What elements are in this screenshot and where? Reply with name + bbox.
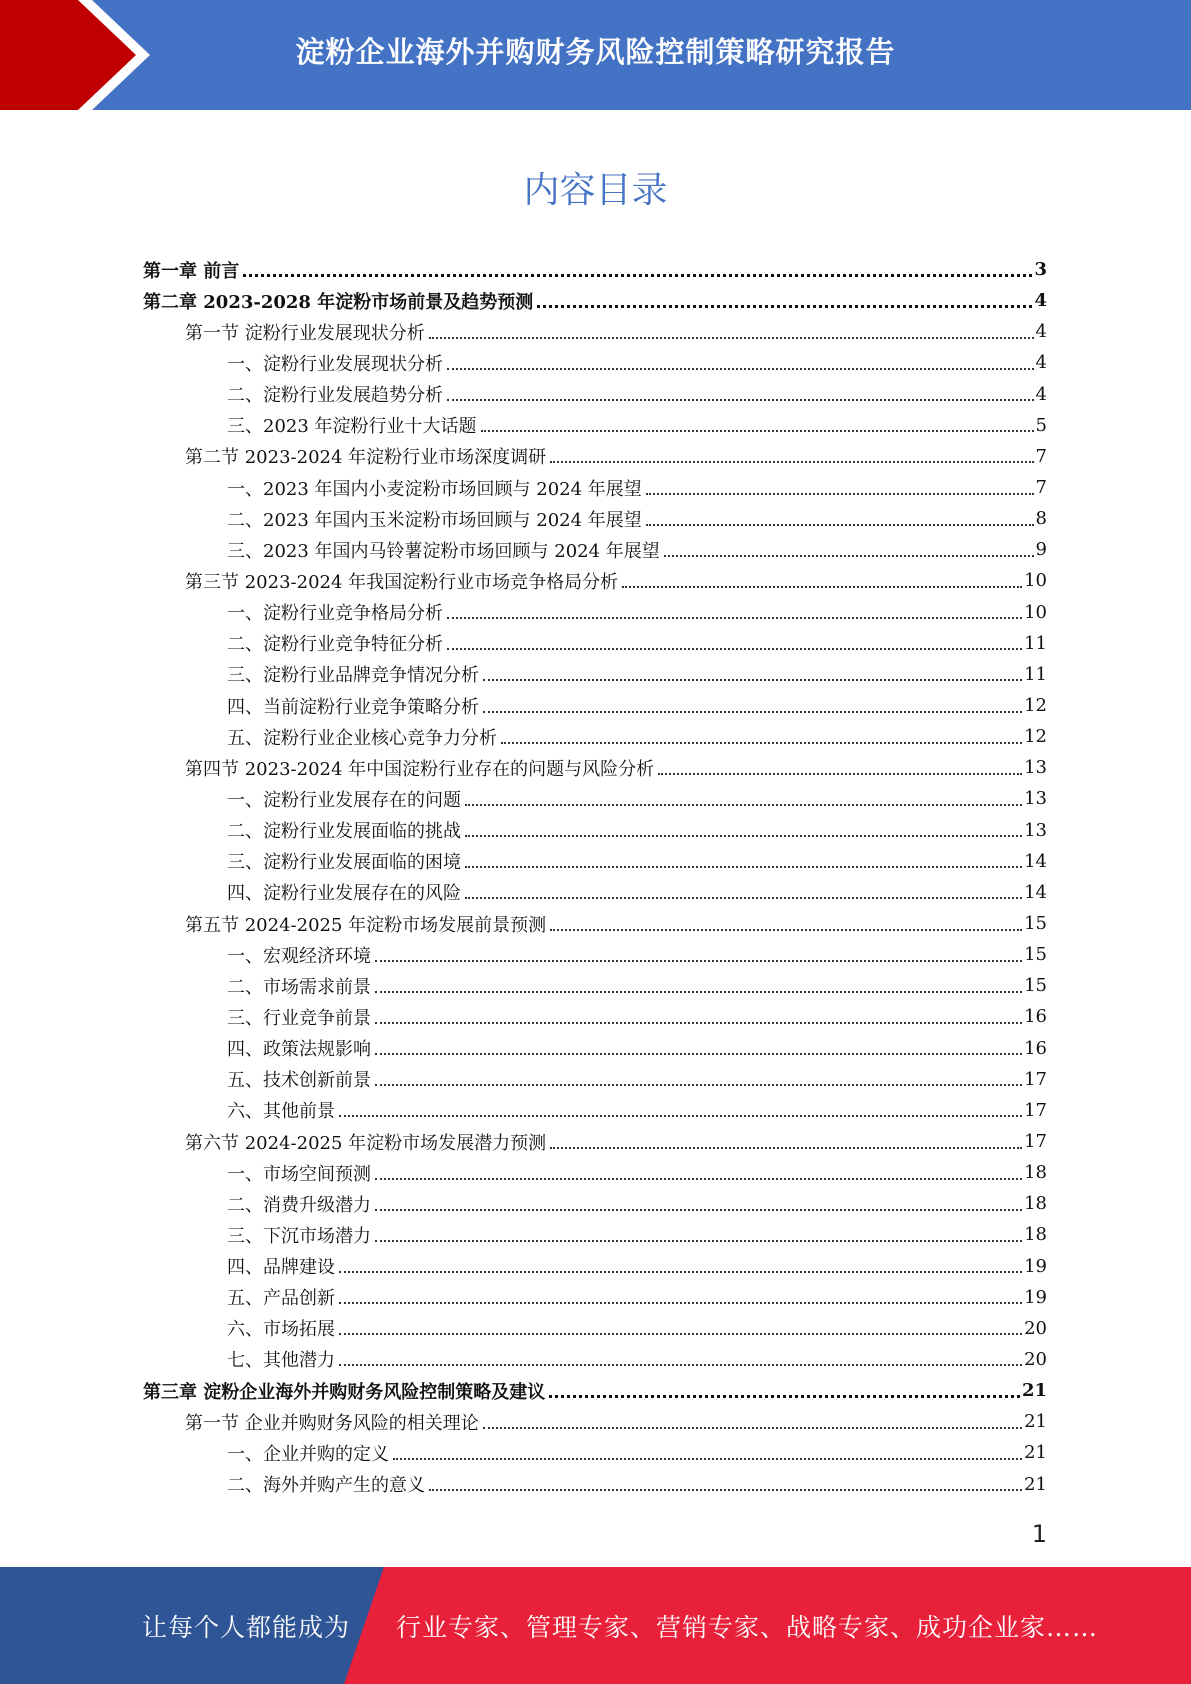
dot-leader — [375, 1240, 1022, 1242]
toc-entry[interactable] — [143, 1001, 1047, 1032]
toc-entry-title: 三、淀粉行业品牌竞争情况分析 — [227, 665, 479, 687]
toc-entry[interactable] — [143, 846, 1047, 877]
toc-entry-page: 13 — [1024, 788, 1047, 810]
toc-entry-title: 四、当前淀粉行业竞争策略分析 — [227, 696, 479, 718]
toc-entry-title: 二、消费升级潜力 — [227, 1194, 371, 1216]
toc-entry-title: 三、2023 年国内马铃薯淀粉市场回顾与 2024 年展望 — [227, 540, 660, 562]
toc-entry-title: 第二章 2023-2028 年淀粉市场前景及趋势预测 — [143, 291, 534, 313]
toc-entry-page: 4 — [1035, 352, 1047, 374]
toc-entry-title: 第三章 淀粉企业海外并购财务风险控制策略及建议 — [143, 1381, 546, 1403]
toc-entry-page: 17 — [1024, 1068, 1047, 1090]
dot-leader — [375, 1022, 1022, 1024]
dot-leader — [550, 461, 1033, 463]
toc-entry[interactable] — [143, 1406, 1047, 1437]
toc-entry-title: 二、海外并购产生的意义 — [227, 1475, 425, 1497]
toc-entry-title: 第五节 2024-2025 年淀粉市场发展前景预测 — [185, 914, 547, 936]
toc-entry-title: 三、2023 年淀粉行业十大话题 — [227, 416, 477, 438]
toc-entry-page: 8 — [1035, 508, 1047, 530]
toc-entry-title: 三、下沉市场潜力 — [227, 1225, 371, 1247]
toc-entry[interactable] — [143, 690, 1047, 721]
toc-entry-page: 12 — [1024, 695, 1047, 717]
toc-entry[interactable] — [143, 877, 1047, 908]
dot-leader — [550, 1147, 1022, 1149]
toc-heading: 内容目录 — [523, 170, 668, 211]
toc-entry[interactable] — [143, 379, 1047, 410]
dot-leader — [447, 399, 1034, 401]
toc-entry-title: 四、淀粉行业发展存在的风险 — [227, 883, 461, 905]
toc-entry[interactable] — [143, 1313, 1047, 1344]
dot-leader — [483, 711, 1022, 713]
toc-entry-page: 14 — [1024, 850, 1047, 872]
dot-leader — [465, 897, 1022, 899]
toc-entry[interactable] — [143, 1219, 1047, 1250]
toc-entry-title: 五、淀粉行业企业核心竞争力分析 — [227, 727, 497, 749]
toc-entry-page: 14 — [1024, 881, 1047, 903]
dot-leader — [550, 929, 1022, 931]
toc-entry[interactable] — [143, 503, 1047, 534]
table-of-contents — [143, 254, 1047, 1500]
toc-entry-page: 10 — [1024, 570, 1047, 592]
toc-entry-title: 七、其他潜力 — [227, 1350, 335, 1372]
toc-entry-page: 17 — [1024, 1099, 1047, 1121]
toc-entry-page: 16 — [1024, 1037, 1047, 1059]
toc-entry[interactable] — [143, 472, 1047, 503]
toc-entry-page: 12 — [1024, 726, 1047, 748]
dot-leader — [537, 305, 1032, 308]
dot-leader — [375, 960, 1022, 962]
toc-entry[interactable] — [143, 970, 1047, 1001]
toc-entry-title: 第一节 企业并购财务风险的相关理论 — [185, 1412, 479, 1434]
toc-entry[interactable] — [143, 628, 1047, 659]
toc-entry-page: 13 — [1024, 819, 1047, 841]
toc-entry-page: 21 — [1021, 1380, 1047, 1402]
toc-entry-title: 第一节 淀粉行业发展现状分析 — [185, 322, 425, 344]
toc-entry[interactable] — [143, 441, 1047, 472]
dot-leader — [393, 1458, 1022, 1460]
toc-entry[interactable] — [143, 1188, 1047, 1219]
toc-entry-title: 一、市场空间预测 — [227, 1163, 371, 1185]
toc-entry-title: 五、技术创新前景 — [227, 1070, 371, 1092]
toc-entry-title: 一、企业并购的定义 — [227, 1443, 389, 1465]
toc-entry-title: 一、宏观经济环境 — [227, 945, 371, 967]
toc-entry-page: 4 — [1035, 321, 1047, 343]
report-title: 淀粉企业海外并购财务风险控制策略研究报告 — [295, 34, 896, 69]
toc-entry-page: 19 — [1024, 1255, 1047, 1277]
toc-entry-title: 六、市场拓展 — [227, 1319, 335, 1341]
toc-entry[interactable] — [143, 783, 1047, 814]
dot-leader — [664, 555, 1034, 557]
toc-entry-page: 18 — [1024, 1162, 1047, 1184]
dot-leader — [339, 1364, 1022, 1366]
toc-entry[interactable] — [143, 659, 1047, 690]
toc-entry-title: 一、淀粉行业竞争格局分析 — [227, 603, 443, 625]
footer-slogan-left: 让每个人都能成为 — [142, 1612, 351, 1642]
footer-slogan-right: 行业专家、管理专家、营销专家、战略专家、成功企业家…… — [396, 1612, 1099, 1642]
toc-entry[interactable] — [143, 316, 1047, 347]
dot-leader — [501, 742, 1022, 744]
dot-leader — [339, 1302, 1022, 1304]
toc-entry-title: 二、淀粉行业发展面临的挑战 — [227, 821, 461, 843]
toc-entry-page: 4 — [1035, 383, 1047, 405]
toc-entry[interactable] — [143, 1375, 1047, 1406]
toc-entry-title: 四、品牌建设 — [227, 1257, 335, 1279]
toc-entry-page: 4 — [1034, 290, 1047, 312]
toc-entry-page: 20 — [1024, 1317, 1047, 1339]
toc-entry-title: 四、政策法规影响 — [227, 1039, 371, 1061]
dot-leader — [658, 773, 1022, 775]
toc-entry-title: 二、2023 年国内玉米淀粉市场回顾与 2024 年展望 — [227, 509, 642, 531]
dot-leader — [447, 368, 1034, 370]
toc-entry-page: 10 — [1024, 601, 1047, 623]
dot-leader — [447, 617, 1022, 619]
toc-entry-page: 20 — [1024, 1348, 1047, 1370]
dot-leader — [646, 524, 1034, 526]
dot-leader — [549, 1395, 1020, 1398]
footer-banner — [0, 1567, 1191, 1684]
dot-leader — [339, 1271, 1022, 1273]
toc-entry[interactable] — [143, 1437, 1047, 1468]
toc-entry-title: 二、淀粉行业竞争特征分析 — [227, 634, 443, 656]
arrow-chevron-icon — [0, 0, 160, 110]
toc-entry-title: 第四节 2023-2024 年中国淀粉行业存在的问题与风险分析 — [185, 758, 655, 780]
toc-entry-page: 15 — [1024, 975, 1047, 997]
dot-leader — [339, 1115, 1022, 1117]
toc-entry-page: 3 — [1034, 259, 1047, 281]
dot-leader — [465, 835, 1022, 837]
dot-leader — [243, 274, 1032, 277]
toc-entry[interactable] — [143, 285, 1047, 316]
dot-leader — [429, 337, 1034, 339]
toc-entry-title: 五、产品创新 — [227, 1288, 335, 1310]
dot-leader — [465, 804, 1022, 806]
toc-entry-page: 17 — [1024, 1131, 1047, 1152]
toc-entry-title: 一、淀粉行业发展存在的问题 — [227, 789, 461, 811]
toc-entry[interactable] — [143, 721, 1047, 752]
toc-entry[interactable] — [143, 752, 1047, 783]
toc-entry-title: 二、淀粉行业发展趋势分析 — [227, 385, 443, 407]
toc-entry-page: 11 — [1024, 663, 1047, 685]
toc-entry-page: 18 — [1024, 1193, 1047, 1215]
dot-leader — [483, 1427, 1022, 1429]
dot-leader — [481, 430, 1034, 432]
toc-entry-page: 18 — [1024, 1224, 1047, 1246]
toc-entry[interactable] — [143, 1344, 1047, 1375]
dot-leader — [429, 1489, 1022, 1491]
toc-entry-page: 16 — [1024, 1006, 1047, 1028]
toc-entry[interactable] — [143, 254, 1047, 285]
toc-entry-page: 13 — [1024, 757, 1047, 779]
dot-leader — [375, 991, 1022, 993]
page-number: 1 — [1031, 1520, 1047, 1548]
toc-entry-title: 一、淀粉行业发展现状分析 — [227, 353, 443, 375]
toc-entry-title: 第三节 2023-2024 年我国淀粉行业市场竞争格局分析 — [185, 571, 619, 593]
toc-entry-page: 15 — [1024, 944, 1047, 966]
toc-entry-page: 21 — [1024, 1442, 1047, 1464]
toc-entry-page: 11 — [1024, 632, 1047, 654]
toc-entry[interactable] — [143, 347, 1047, 378]
dot-leader — [375, 1053, 1022, 1055]
toc-entry[interactable] — [143, 534, 1047, 565]
toc-entry-page: 5 — [1035, 414, 1047, 436]
toc-entry[interactable] — [143, 815, 1047, 846]
toc-entry[interactable] — [143, 1282, 1047, 1313]
toc-entry-page: 15 — [1024, 913, 1047, 935]
dot-leader — [339, 1333, 1022, 1335]
toc-entry-title: 第一章 前言 — [143, 260, 240, 282]
toc-entry[interactable] — [143, 1468, 1047, 1499]
toc-entry-page: 9 — [1035, 539, 1047, 561]
toc-entry[interactable] — [143, 1033, 1047, 1064]
dot-leader — [646, 493, 1034, 495]
toc-entry-title: 三、淀粉行业发展面临的困境 — [227, 852, 461, 874]
toc-entry-page: 21 — [1024, 1411, 1047, 1433]
dot-leader — [375, 1209, 1022, 1211]
header-bar — [0, 0, 1191, 110]
toc-entry-title: 一、2023 年国内小麦淀粉市场回顾与 2024 年展望 — [227, 478, 642, 500]
toc-entry-title: 三、行业竞争前景 — [227, 1007, 371, 1029]
dot-leader — [483, 679, 1022, 681]
toc-entry[interactable] — [143, 939, 1047, 970]
toc-entry[interactable] — [143, 565, 1047, 596]
toc-entry[interactable] — [143, 1095, 1047, 1126]
toc-entry[interactable] — [143, 908, 1047, 939]
toc-entry-title: 二、市场需求前景 — [227, 976, 371, 998]
toc-entry[interactable] — [143, 1251, 1047, 1282]
toc-entry-page: 19 — [1024, 1286, 1047, 1308]
dot-leader — [465, 866, 1022, 868]
toc-entry-page: 21 — [1024, 1473, 1047, 1495]
toc-entry[interactable] — [143, 1064, 1047, 1095]
toc-entry-page: 7 — [1035, 445, 1047, 467]
dot-leader — [622, 586, 1022, 588]
toc-entry[interactable] — [143, 1157, 1047, 1188]
toc-entry-title: 第二节 2023-2024 年淀粉行业市场深度调研 — [185, 447, 547, 469]
toc-entry[interactable] — [143, 597, 1047, 628]
toc-entry[interactable] — [143, 1126, 1047, 1157]
toc-entry-title: 六、其他前景 — [227, 1101, 335, 1123]
toc-entry-page: 7 — [1035, 477, 1047, 499]
dot-leader — [447, 648, 1022, 650]
toc-entry-title: 第六节 2024-2025 年淀粉市场发展潜力预测 — [185, 1132, 547, 1154]
dot-leader — [375, 1178, 1022, 1180]
toc-entry[interactable] — [143, 410, 1047, 441]
dot-leader — [375, 1084, 1022, 1086]
